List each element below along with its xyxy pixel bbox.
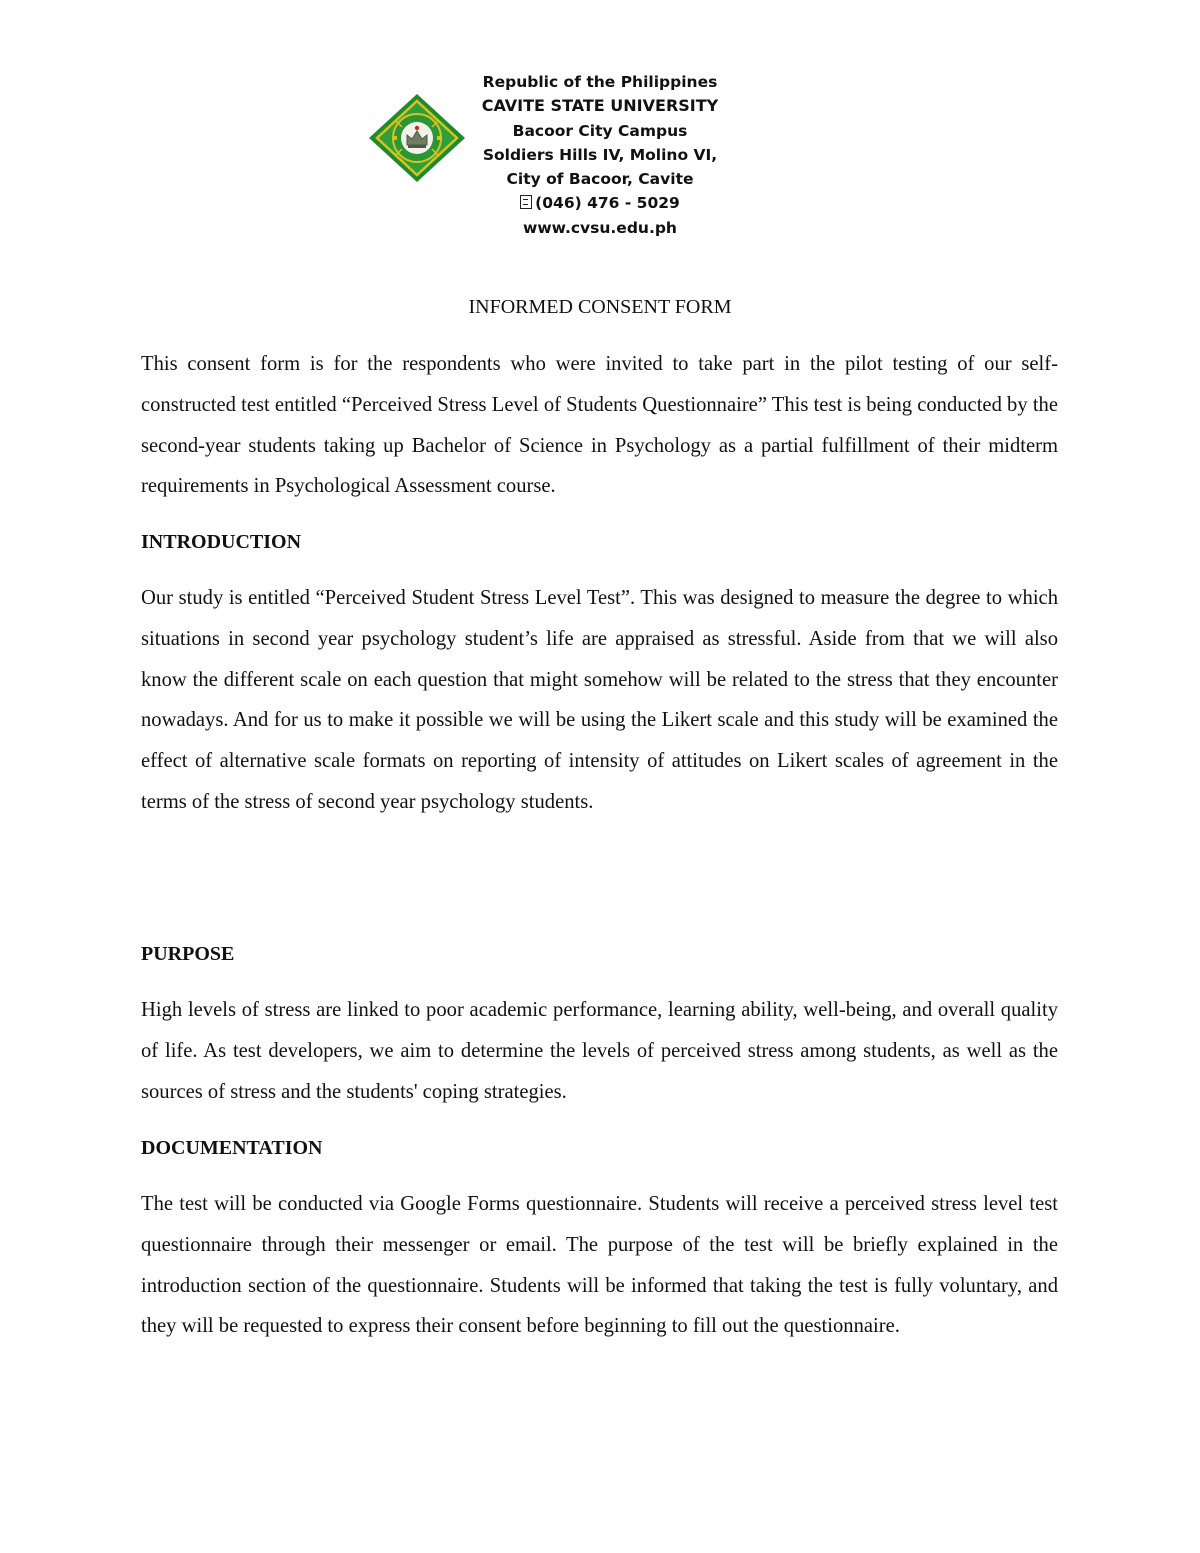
telephone-icon [520,195,532,209]
phone-line [450,191,750,215]
document-title: INFORMED CONSENT FORM [468,296,732,318]
website-url: www.cvsu.edu.ph [523,218,677,237]
phone-number: (046) 476 - 5029 [535,194,680,213]
campus-name: Bacoor City Campus [512,121,688,140]
section-heading-documentation: DOCUMENTATION [141,1137,323,1159]
letterhead-text [450,70,750,240]
letterhead [0,70,1200,245]
section-body-introduction: Our study is entitled “Perceived Student Stress Level Test”. This was designed to measure the degree to which situations in second year psychology student’s life are appraised as stressful. Aside from that we will also know the different scale on each question that might somehow will be related to the stress that they encounter nowadays. And for us to make it possible we will be using the Likert scale and this study will be examined the effect of alternative scale formats on reporting of intensity of attitudes on Likert scales of agreement in the terms of the stress of second year psychology students. [141,587,1058,813]
address-line-2: City of Bacoor, Cavite [506,170,694,189]
address-line-1: Soldiers Hills IV, Molino VI, [482,145,718,164]
section-heading-introduction: INTRODUCTION [141,531,302,553]
section-heading-purpose: PURPOSE [141,943,235,965]
university-name: CAVITE STATE UNIVERSITY [481,96,719,116]
section-body-documentation: The test will be conducted via Google Forms questionnaire. Students will receive a perceived stress level test questionnaire through their messenger or email. The purpose of the test will be briefly explained in the introduction section of the questionnaire. Students will be informed that taking the test is fully voluntary, and they will be requested to express their consent before beginning to fill out the questionnaire. [141,1193,1058,1338]
intro-paragraph: This consent form is for the respondents who were invited to take part in the pilot testing of our self-constructed test entitled “Perceived Stress Level of Students Questionnaire” This test is being conducted by the second-year students taking up Bachelor of Science in Psychology as a partial fulfillment of their midterm requirements in Psychological Assessment course. [141,353,1058,498]
country-name: Republic of the Philippines [482,73,718,91]
section-body-purpose: High levels of stress are linked to poor academic performance, learning ability, well-being, and overall quality of life. As test developers, we aim to determine the levels of perceived stress among students, as well as the sources of stress and the students' coping strategies. [141,999,1058,1103]
